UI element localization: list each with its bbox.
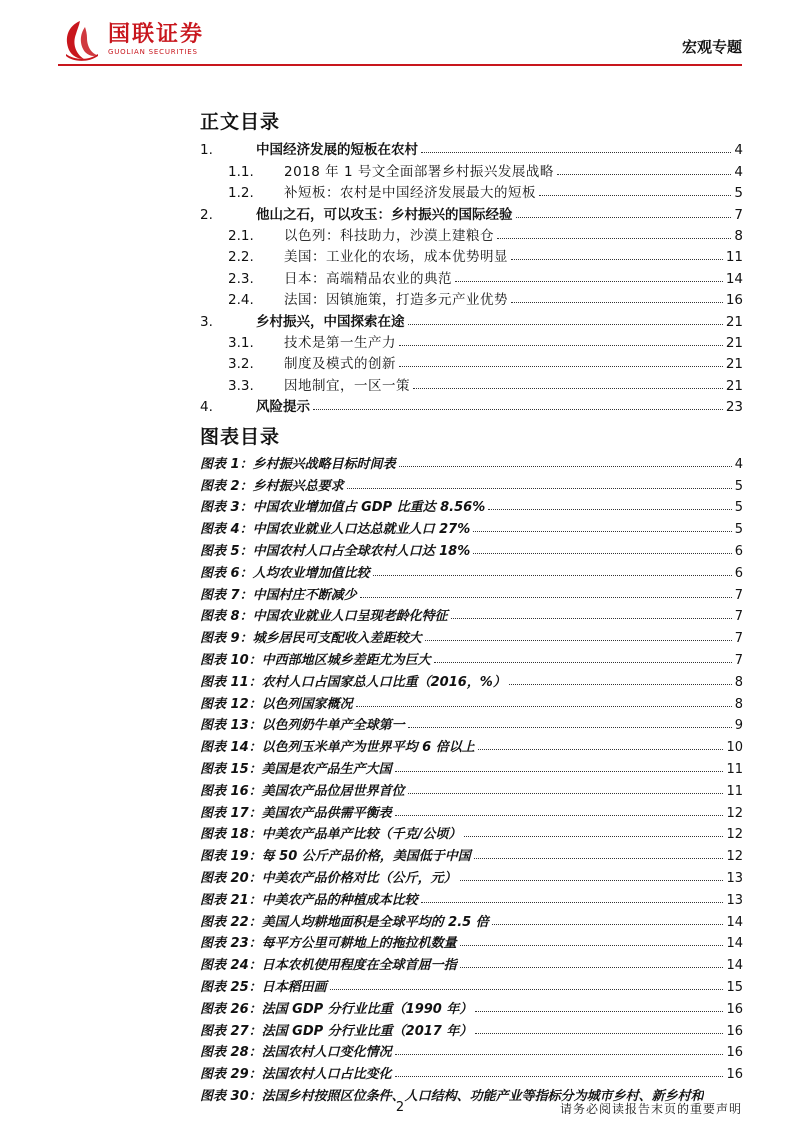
toc-entry[interactable] <box>200 223 743 244</box>
figure-entry-page: 16 <box>726 1067 743 1083</box>
figure-entry-page: 13 <box>726 892 743 908</box>
toc-entry-page: 4 <box>734 142 743 159</box>
figure-entry[interactable] <box>200 777 743 799</box>
toc-entry-title: 以色列：科技助力，沙漠上建粮仓 <box>284 227 494 244</box>
figure-entry[interactable] <box>200 559 743 581</box>
figure-entry[interactable] <box>200 668 743 690</box>
figure-entry-page: 5 <box>734 478 743 494</box>
toc-entry-title: 制度及模式的创新 <box>284 356 396 373</box>
toc-entry-title: 技术是第一生产力 <box>284 334 396 351</box>
figure-entry[interactable] <box>200 995 743 1017</box>
figure-entry-title: 图表 3：中国农业增加值占 GDP 比重达 8.56% <box>200 500 486 516</box>
dot-leader <box>475 1033 723 1034</box>
toc-entry-title: 中国经济发展的短板在农村 <box>256 142 418 159</box>
logo-chinese-name: 国联证券 <box>108 22 205 47</box>
figure-entry-page: 11 <box>726 761 743 777</box>
toc-entry-title: 乡村振兴，中国探索在途 <box>256 313 405 330</box>
dot-leader <box>488 509 731 510</box>
figure-entry-title: 图表 4：中国农业就业人口达总就业人口 27% <box>200 522 471 538</box>
toc-entry-number: 2.1. <box>228 227 254 244</box>
toc-entry-number: 2.3. <box>228 270 254 287</box>
figure-entry[interactable] <box>200 799 743 821</box>
figure-entry-title: 图表 13：以色列奶牛单产全球第一 <box>200 718 405 734</box>
toc-heading: 正文目录 <box>200 111 281 133</box>
toc-entry-title: 日本：高端精品农业的典范 <box>284 270 452 287</box>
dot-leader <box>313 409 723 410</box>
figure-entry[interactable] <box>200 1060 743 1082</box>
toc-entry-number: 3.2. <box>228 356 254 373</box>
toc-entry-title: 法国：因镇施策，打造多元产业优势 <box>284 292 508 309</box>
dot-leader <box>451 618 732 619</box>
dot-leader <box>539 195 731 196</box>
toc-entry-title: 因地制宜，一区一策 <box>284 377 410 394</box>
dot-leader <box>455 281 723 282</box>
figure-entry-page: 11 <box>726 783 743 799</box>
figure-entry[interactable] <box>200 1039 743 1061</box>
toc-entry-number: 2.4. <box>228 292 254 309</box>
figure-entry-title: 图表 25：日本稻田画 <box>200 979 327 995</box>
dot-leader <box>421 152 731 153</box>
figure-entry[interactable] <box>200 755 743 777</box>
figure-entry-title: 图表 12：以色列国家概况 <box>200 696 353 712</box>
figure-list-heading: 图表目录 <box>200 426 281 448</box>
dot-leader <box>421 902 724 903</box>
figure-entry[interactable] <box>200 821 743 843</box>
figure-entry[interactable] <box>200 624 743 646</box>
figure-entry[interactable] <box>200 450 743 472</box>
page-number: 2 <box>395 1100 405 1115</box>
figure-entry-title: 图表 8：中国农业就业人口呈现老龄化特征 <box>200 609 448 625</box>
figure-entry-title: 图表 6：人均农业增加值比较 <box>200 565 370 581</box>
toc-entry-number: 3.3. <box>228 377 254 394</box>
toc-entry-page: 21 <box>725 377 743 394</box>
report-type-label: 宏观专题 <box>681 38 742 56</box>
figure-entry-page: 12 <box>726 827 743 843</box>
toc-entry-number: 4. <box>200 399 213 416</box>
figure-entry-title: 图表 17：美国农产品供需平衡表 <box>200 805 392 821</box>
figure-entry-title: 图表 15：美国是农产品生产大国 <box>200 761 392 777</box>
dot-leader <box>473 531 732 532</box>
figure-entry-title: 图表 27：法国 GDP 分行业比重（2017 年） <box>200 1023 473 1039</box>
company-logo <box>58 18 204 62</box>
toc-entry-page: 7 <box>734 206 743 223</box>
figure-entry[interactable] <box>200 646 743 668</box>
figure-entry-page: 16 <box>726 1001 743 1017</box>
dot-leader <box>395 1076 724 1077</box>
figure-entry-title: 图表 22：美国人均耕地面积是全球平均的 2.5 倍 <box>200 914 489 930</box>
figure-entry[interactable] <box>200 842 743 864</box>
toc-entry[interactable] <box>200 158 743 179</box>
figure-entry-page: 15 <box>726 979 743 995</box>
figure-entry-page: 4 <box>734 456 743 472</box>
figure-entry-page: 14 <box>726 936 743 952</box>
dot-leader <box>511 259 723 260</box>
disclaimer-note: 请务必阅读报告末页的重要声明 <box>559 1102 742 1116</box>
figure-entry-title: 图表 2：乡村振兴总要求 <box>200 478 344 494</box>
figure-entry[interactable] <box>200 537 743 559</box>
figure-entry-page: 7 <box>734 652 743 668</box>
dot-leader <box>395 815 724 816</box>
dot-leader <box>360 597 732 598</box>
dot-leader <box>557 174 732 175</box>
toc-entry-title: 风险提示 <box>256 399 310 416</box>
figure-entry[interactable] <box>200 712 743 734</box>
dot-leader <box>473 553 732 554</box>
toc-entry-title: 补短板：农村是中国经济发展最大的短板 <box>284 185 536 202</box>
dot-leader <box>395 1054 724 1055</box>
dot-leader <box>347 488 732 489</box>
dot-leader <box>413 388 723 389</box>
toc-entry-number: 2. <box>200 206 213 223</box>
figure-entry-title: 图表 29：法国农村人口占比变化 <box>200 1067 392 1083</box>
figure-entry-title: 图表 5：中国农村人口占全球农村人口达 18% <box>200 543 471 559</box>
figure-entry[interactable] <box>200 908 743 930</box>
figure-entry-page: 14 <box>726 914 743 930</box>
toc-entry-page: 21 <box>725 356 743 373</box>
toc-entry[interactable] <box>200 265 743 286</box>
page-header <box>0 0 800 80</box>
figure-entry[interactable] <box>200 515 743 537</box>
figure-entry[interactable] <box>200 973 743 995</box>
dot-leader <box>464 836 723 837</box>
figure-entry[interactable] <box>200 603 743 625</box>
figure-entry-title: 图表 20：中美农产品价格对比（公斤，元） <box>200 870 457 886</box>
figure-list <box>200 450 743 1104</box>
figure-entry-title: 图表 24：日本农机使用程度在全球首屈一指 <box>200 958 457 974</box>
toc-entry[interactable] <box>200 287 743 308</box>
toc-entry-page: 16 <box>725 292 743 309</box>
figure-entry-title: 图表 16：美国农产品位居世界首位 <box>200 783 405 799</box>
figure-entry-title: 图表 28：法国农村人口变化情况 <box>200 1045 392 1061</box>
figure-entry-title: 图表 11：农村人口占国家总人口比重（2016，%） <box>200 674 506 690</box>
figure-entry-title: 图表 23：每平方公里可耕地上的拖拉机数量 <box>200 936 457 952</box>
figure-entry-title: 图表 19：每 50 公斤产品价格，美国低于中国 <box>200 849 471 865</box>
toc-entry-page: 5 <box>734 185 743 202</box>
figure-entry-page: 14 <box>726 958 743 974</box>
toc-entry-page: 21 <box>725 334 743 351</box>
figure-entry-page: 5 <box>734 522 743 538</box>
dot-leader <box>474 858 724 859</box>
dot-leader <box>478 749 724 750</box>
dot-leader <box>399 466 732 467</box>
figure-entry[interactable] <box>200 864 743 886</box>
figure-entry-page: 8 <box>734 696 743 712</box>
dot-leader <box>497 238 731 239</box>
dot-leader <box>509 684 732 685</box>
figure-entry-page: 7 <box>734 631 743 647</box>
toc-entry-number: 1.2. <box>228 185 254 202</box>
figure-entry-page: 6 <box>734 565 743 581</box>
figure-entry-page: 8 <box>734 674 743 690</box>
figure-entry[interactable] <box>200 581 743 603</box>
dot-leader <box>460 967 724 968</box>
dot-leader <box>492 924 724 925</box>
figure-entry[interactable] <box>200 472 743 494</box>
toc-entry-number: 1.1. <box>228 163 254 180</box>
figure-entry-title: 图表 18：中美农产品单产比较（千克/公顷） <box>200 827 462 843</box>
dot-leader <box>356 706 732 707</box>
toc-entry-number: 2.2. <box>228 249 254 266</box>
figure-entry-page: 16 <box>726 1023 743 1039</box>
dot-leader <box>475 1011 723 1012</box>
figure-entry[interactable] <box>200 1017 743 1039</box>
figure-entry-title: 图表 7：中国村庄不断减少 <box>200 587 357 603</box>
dot-leader <box>373 575 732 576</box>
toc-entry[interactable] <box>200 180 743 201</box>
dot-leader <box>395 771 724 772</box>
figure-entry-title: 图表 9：城乡居民可支配收入差距较大 <box>200 631 422 647</box>
dot-leader <box>460 880 724 881</box>
toc-entry-number: 3. <box>200 313 213 330</box>
figure-entry-title: 图表 1：乡村振兴战略目标时间表 <box>200 456 396 472</box>
figure-entry-page: 7 <box>734 609 743 625</box>
header-divider <box>58 64 742 66</box>
toc-entry[interactable] <box>200 330 743 351</box>
figure-entry-page: 5 <box>734 500 743 516</box>
dot-leader <box>408 324 723 325</box>
toc-entry-number: 1. <box>200 142 213 159</box>
figure-entry-title: 图表 21：中美农产品的种植成本比较 <box>200 892 418 908</box>
dot-leader <box>408 793 724 794</box>
dot-leader <box>516 217 732 218</box>
logo-english-name: GUOLIAN SECURITIES <box>108 48 198 56</box>
guolian-logo-icon <box>58 18 102 62</box>
figure-entry[interactable] <box>200 690 743 712</box>
figure-entry-page: 12 <box>726 849 743 865</box>
figure-entry-page: 16 <box>726 1045 743 1061</box>
figure-entry-page: 12 <box>726 805 743 821</box>
dot-leader <box>434 662 732 663</box>
figure-entry[interactable] <box>200 930 743 952</box>
toc-entry-page: 11 <box>725 249 743 266</box>
figure-entry-title: 图表 26：法国 GDP 分行业比重（1990 年） <box>200 1001 473 1017</box>
toc-entry-title: 2018 年 1 号文全面部署乡村振兴发展战略 <box>284 163 554 180</box>
figure-entry[interactable] <box>200 494 743 516</box>
figure-entry-page: 10 <box>726 740 743 756</box>
toc-entry-title: 他山之石，可以攻玉：乡村振兴的国际经验 <box>256 206 513 223</box>
logo-text <box>108 23 204 57</box>
toc-entry-page: 21 <box>725 313 743 330</box>
dot-leader <box>425 640 732 641</box>
figure-entry-title: 图表 30：法国乡村按照区位条件、人口结构、功能产业等指标分为城市乡村、新乡村和 <box>200 1088 704 1104</box>
toc-entry[interactable] <box>200 137 743 158</box>
figure-entry-page: 6 <box>734 543 743 559</box>
toc-entry-page: 14 <box>725 270 743 287</box>
figure-entry-page: 13 <box>726 870 743 886</box>
figure-entry-title: 图表 10：中西部地区城乡差距尤为巨大 <box>200 652 431 668</box>
dot-leader <box>330 989 724 990</box>
figure-entry[interactable] <box>200 951 743 973</box>
toc-entry[interactable] <box>200 372 743 393</box>
toc-entry[interactable] <box>200 244 743 265</box>
dot-leader <box>408 727 732 728</box>
dot-leader <box>399 366 723 367</box>
dot-leader <box>399 345 723 346</box>
figure-entry-page: 9 <box>734 718 743 734</box>
toc-entry-page: 8 <box>734 227 743 244</box>
dot-leader <box>460 945 724 946</box>
toc-entry[interactable] <box>200 394 743 415</box>
figure-entry-title: 图表 14：以色列玉米单产为世界平均 6 倍以上 <box>200 740 475 756</box>
figure-entry[interactable] <box>200 886 743 908</box>
toc-entry[interactable] <box>200 201 743 222</box>
toc-entry[interactable] <box>200 351 743 372</box>
figure-entry[interactable] <box>200 733 743 755</box>
toc-entry-title: 美国：工业化的农场，成本优势明显 <box>284 249 508 266</box>
figure-entry-page: 7 <box>734 587 743 603</box>
toc-entry-page: 4 <box>734 163 743 180</box>
toc-entry[interactable] <box>200 308 743 329</box>
table-of-contents <box>200 137 743 415</box>
dot-leader <box>511 302 723 303</box>
toc-entry-number: 3.1. <box>228 334 254 351</box>
toc-entry-page: 23 <box>725 399 743 416</box>
